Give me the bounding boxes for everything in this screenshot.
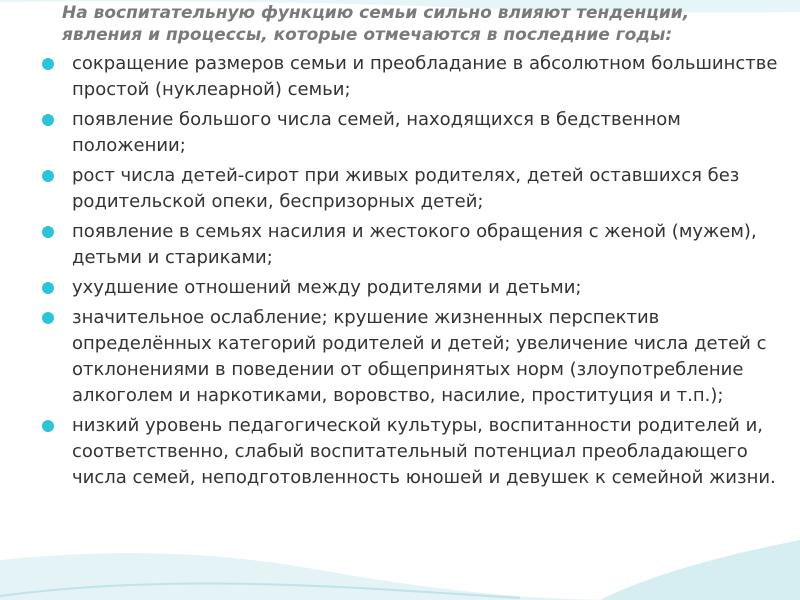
bullet-text: появление большого числа семей, находящихся в бедственном положении; [72, 109, 681, 156]
slide-content [40, 2, 790, 495]
bullet-text: появление в семьях насилия и жестокого обращения с женой (мужем), детьми и стариками; [72, 221, 757, 268]
bullet-item [40, 275, 790, 301]
bullet-dot-icon [42, 226, 54, 238]
bullet-item [40, 51, 790, 103]
bullet-text: рост числа детей-сирот при живых родителях, детей оставшихся без родительской опеки, беспризорных детей; [72, 165, 740, 212]
bullet-dot-icon [42, 282, 54, 294]
bullet-dot-icon [42, 170, 54, 182]
bullet-item [40, 107, 790, 159]
slide-title: На воспитательную функцию семьи сильно влияют тенденции, явления и процессы, которые отмечаются в последние годы: [62, 3, 690, 45]
bullet-dot-icon [42, 58, 54, 70]
bullet-list [40, 51, 790, 491]
bullet-item [40, 413, 790, 491]
bullet-dot-icon [42, 114, 54, 126]
bullet-item [40, 163, 790, 215]
bullet-text: ухудшение отношений между родителями и детьми; [72, 277, 582, 298]
bullet-item [40, 305, 790, 409]
bullet-dot-icon [42, 420, 54, 432]
bullet-text: значительное ослабление; крушение жизненных перспектив определённых категорий родителей и детей; увеличение числа детей с отклонениями в поведении от общепринятых норм (злоупотребление алкоголем и наркотиками, воровство, насилие, проституция и т.п.); [72, 307, 767, 406]
bullet-text: сокращение размеров семьи и преобладание в абсолютном большинстве простой (нуклеарной) семьи; [72, 53, 778, 100]
bullet-text: низкий уровень педагогической культуры, воспитанности родителей и, соответственно, слабый воспитательный потенциал преобладающего числа семей, неподготовленность юношей и девушек к семейной жизни. [72, 415, 776, 488]
bullet-dot-icon [42, 312, 54, 324]
bullet-item [40, 219, 790, 271]
